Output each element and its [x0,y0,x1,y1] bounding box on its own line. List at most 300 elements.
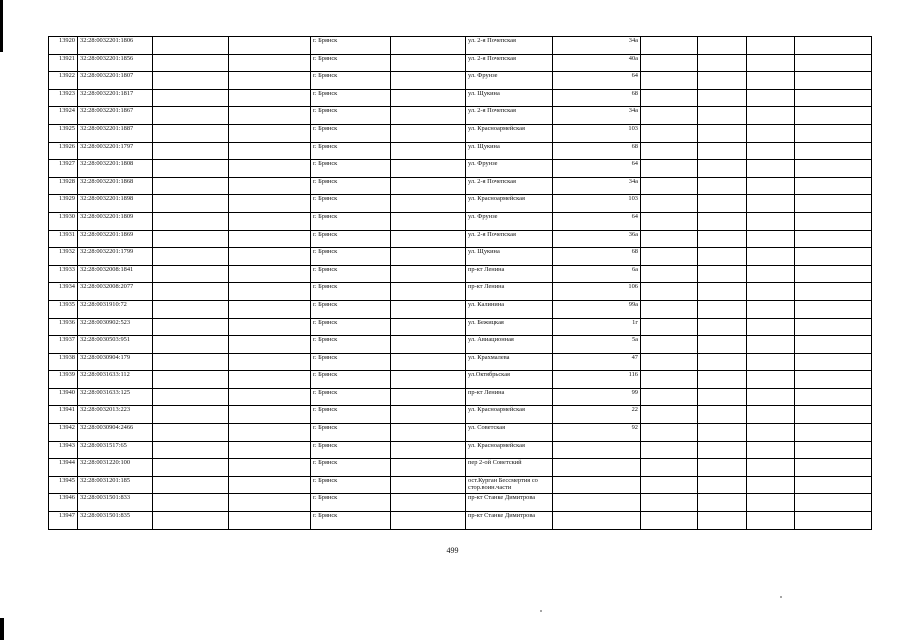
cell-house-number: 92 [553,424,641,442]
cell-empty [153,37,229,55]
cell-empty [153,72,229,90]
table-row [49,142,872,160]
cell-empty [391,300,466,318]
cell-cadastral-number: 32:28:0032201:1898 [78,195,153,213]
cell-empty [391,441,466,459]
cell-empty [747,230,795,248]
cell-empty [391,54,466,72]
cell-city: г. Брянск [311,336,391,354]
cell-empty [153,371,229,389]
cell-empty [698,37,747,55]
cell-empty [641,160,698,178]
cell-empty [391,283,466,301]
cell-house-number: 22 [553,406,641,424]
cell-empty [229,476,311,494]
cell-empty [698,72,747,90]
table-row [49,124,872,142]
cell-street: ул. 2-я Почепская [466,37,553,55]
cell-empty [229,248,311,266]
cell-empty [641,512,698,530]
cell-street: пер 2-ой Советский [466,459,553,477]
cell-cadastral-number: 32:28:0032201:1887 [78,124,153,142]
cell-empty [391,107,466,125]
cell-street: пр-кт Станке Димитрова [466,512,553,530]
table-row [49,459,872,477]
cell-empty [391,142,466,160]
table-row [49,107,872,125]
cell-empty [747,265,795,283]
cell-empty [229,89,311,107]
cell-street: ул. 2-я Почепская [466,107,553,125]
cell-empty [795,459,872,477]
cell-city: г. Брянск [311,124,391,142]
cell-empty [391,37,466,55]
cell-street: ул. 2-я Почепская [466,177,553,195]
cell-house-number: 106 [553,283,641,301]
cell-city: г. Брянск [311,160,391,178]
cell-cadastral-number: 32:28:0030902:523 [78,318,153,336]
cell-empty [795,124,872,142]
cell-house-number: 1г [553,318,641,336]
cell-empty [153,283,229,301]
cell-empty [641,142,698,160]
cell-empty [747,37,795,55]
cell-empty [153,318,229,336]
cell-empty [641,248,698,266]
cell-empty [229,72,311,90]
table-row [49,371,872,389]
cell-empty [641,89,698,107]
cell-street: ул. Калинина [466,300,553,318]
cell-empty [795,441,872,459]
cell-empty [698,476,747,494]
cell-empty [795,424,872,442]
cell-city: г. Брянск [311,265,391,283]
cell-house-number: 68 [553,248,641,266]
cell-row-number: 13922 [49,72,78,90]
cell-empty [795,336,872,354]
cell-street: ул. Красноармейская [466,124,553,142]
cell-empty [698,512,747,530]
cell-empty [795,512,872,530]
cell-empty [747,353,795,371]
cell-row-number: 13946 [49,494,78,512]
cell-cadastral-number: 32:28:0031633:112 [78,371,153,389]
cell-empty [641,72,698,90]
cell-city: г. Брянск [311,142,391,160]
cell-empty [747,300,795,318]
cell-empty [391,265,466,283]
cell-row-number: 13934 [49,283,78,301]
table-row [49,300,872,318]
cell-house-number: 34а [553,107,641,125]
cell-empty [795,160,872,178]
cell-cadastral-number: 32:28:0031220:100 [78,459,153,477]
cell-empty [747,89,795,107]
cell-empty [391,72,466,90]
cell-empty [153,212,229,230]
cell-city: г. Брянск [311,300,391,318]
cell-empty [698,459,747,477]
cell-empty [391,160,466,178]
cell-empty [747,388,795,406]
cell-empty [698,336,747,354]
cell-empty [229,424,311,442]
cell-house-number: 36а [553,230,641,248]
cell-empty [698,283,747,301]
cell-cadastral-number: 32:28:0031501:833 [78,494,153,512]
cell-empty [641,54,698,72]
cell-empty [747,124,795,142]
scan-speck [540,610,542,612]
cell-empty [153,89,229,107]
cell-house-number: 34а [553,177,641,195]
cell-city: г. Брянск [311,283,391,301]
cell-empty [229,336,311,354]
cell-cadastral-number: 32:28:0032201:1809 [78,212,153,230]
cell-empty [795,177,872,195]
cell-row-number: 13926 [49,142,78,160]
cell-empty [391,336,466,354]
cell-street: ул. Красноармейская [466,441,553,459]
cell-cadastral-number: 32:28:0030904:2466 [78,424,153,442]
cell-row-number: 13928 [49,177,78,195]
cell-empty [153,388,229,406]
cell-house-number [553,459,641,477]
cell-empty [153,177,229,195]
cell-empty [795,388,872,406]
cell-cadastral-number: 32:28:0030904:179 [78,353,153,371]
cell-empty [153,494,229,512]
cell-empty [795,371,872,389]
cell-street: ул. Крахмалева [466,353,553,371]
cell-empty [391,124,466,142]
cell-empty [153,160,229,178]
cell-cadastral-number: 32:28:0032201:1806 [78,37,153,55]
cell-empty [795,248,872,266]
cell-house-number: 116 [553,371,641,389]
cell-row-number: 13944 [49,459,78,477]
cell-house-number: 64 [553,212,641,230]
cell-empty [153,124,229,142]
cell-empty [391,230,466,248]
table-row [49,177,872,195]
binding-edge-mark-bottom [0,618,4,640]
cell-empty [391,388,466,406]
cell-empty [391,424,466,442]
cell-cadastral-number: 32:28:0031633:125 [78,388,153,406]
cell-empty [229,300,311,318]
cell-city: г. Брянск [311,195,391,213]
cell-cadastral-number: 32:28:0032201:1807 [78,72,153,90]
cell-empty [747,142,795,160]
cell-empty [153,195,229,213]
cell-empty [747,441,795,459]
cell-empty [641,441,698,459]
cell-empty [229,107,311,125]
cell-row-number: 13935 [49,300,78,318]
cell-row-number: 13945 [49,476,78,494]
cell-empty [391,177,466,195]
cell-empty [795,37,872,55]
cell-empty [795,265,872,283]
cell-house-number: 99а [553,300,641,318]
cell-street: ул. Щукина [466,142,553,160]
cell-empty [641,424,698,442]
cell-empty [698,124,747,142]
cell-empty [795,72,872,90]
cell-empty [795,212,872,230]
cell-empty [229,318,311,336]
cell-empty [153,265,229,283]
cell-cadastral-number: 32:28:0032201:1817 [78,89,153,107]
table-row [49,160,872,178]
cell-empty [229,54,311,72]
cell-empty [153,424,229,442]
cell-empty [795,318,872,336]
cell-house-number: 5а [553,336,641,354]
cell-row-number: 13925 [49,124,78,142]
cell-empty [747,318,795,336]
cell-empty [641,177,698,195]
table-row [49,54,872,72]
cell-city: г. Брянск [311,424,391,442]
cell-empty [229,124,311,142]
cell-empty [153,353,229,371]
cell-empty [391,89,466,107]
cell-empty [698,230,747,248]
cell-empty [698,441,747,459]
cell-empty [795,230,872,248]
cell-street: ул. Авиационная [466,336,553,354]
cell-empty [641,388,698,406]
cell-empty [698,265,747,283]
cell-empty [641,195,698,213]
cell-row-number: 13943 [49,441,78,459]
table-row [49,72,872,90]
cell-row-number: 13930 [49,212,78,230]
cell-empty [698,371,747,389]
cell-cadastral-number: 32:28:0031501:835 [78,512,153,530]
cell-city: г. Брянск [311,353,391,371]
cell-empty [795,476,872,494]
table-row [49,318,872,336]
cell-house-number: 34а [553,37,641,55]
cell-empty [641,265,698,283]
cell-street: ул. Фрунзе [466,212,553,230]
cell-house-number [553,476,641,494]
cell-empty [795,283,872,301]
cell-empty [698,248,747,266]
cell-empty [229,512,311,530]
cell-empty [747,494,795,512]
cell-city: г. Брянск [311,459,391,477]
cell-empty [229,212,311,230]
cell-street: ул. 2-я Почепская [466,54,553,72]
cell-row-number: 13940 [49,388,78,406]
cell-empty [391,512,466,530]
cell-cadastral-number: 32:28:0032008:1841 [78,265,153,283]
cell-house-number: 6а [553,265,641,283]
cell-empty [641,300,698,318]
cell-empty [641,318,698,336]
cell-empty [795,142,872,160]
cell-empty [153,476,229,494]
cell-empty [153,336,229,354]
cell-row-number: 13942 [49,424,78,442]
cell-empty [641,476,698,494]
binding-edge-mark [0,0,3,52]
cell-row-number: 13921 [49,54,78,72]
cell-empty [747,212,795,230]
cell-city: г. Брянск [311,177,391,195]
cell-empty [698,318,747,336]
cell-empty [229,371,311,389]
cell-cadastral-number: 32:28:0031517:65 [78,441,153,459]
cell-city: г. Брянск [311,212,391,230]
cell-empty [229,142,311,160]
cell-street: пр-кт Ленина [466,265,553,283]
cell-empty [641,37,698,55]
cell-street: ул. Фрунзе [466,160,553,178]
cell-empty [747,160,795,178]
cell-empty [747,54,795,72]
cell-row-number: 13923 [49,89,78,107]
cell-empty [229,265,311,283]
cell-house-number: 40а [553,54,641,72]
cell-row-number: 13927 [49,160,78,178]
cell-street: пр-кт Ленина [466,283,553,301]
cell-empty [641,406,698,424]
cell-empty [795,300,872,318]
table-row [49,476,872,494]
cell-empty [641,124,698,142]
cell-empty [153,248,229,266]
cell-empty [698,54,747,72]
cell-row-number: 13931 [49,230,78,248]
cell-empty [698,195,747,213]
cell-empty [747,336,795,354]
cell-empty [747,177,795,195]
cell-empty [153,459,229,477]
cell-house-number: 68 [553,142,641,160]
cell-city: г. Брянск [311,318,391,336]
cell-empty [698,424,747,442]
cell-cadastral-number: 32:28:0032201:1867 [78,107,153,125]
cell-cadastral-number: 32:28:0032201:1808 [78,160,153,178]
cell-empty [795,353,872,371]
cell-empty [641,371,698,389]
cell-empty [698,353,747,371]
cell-empty [747,107,795,125]
cell-street: ул. Красноармейская [466,406,553,424]
cell-empty [153,406,229,424]
cell-empty [747,283,795,301]
cell-empty [641,107,698,125]
cell-empty [698,494,747,512]
cell-city: г. Брянск [311,89,391,107]
cell-city: г. Брянск [311,248,391,266]
cell-empty [698,107,747,125]
cell-house-number: 103 [553,195,641,213]
cell-empty [747,512,795,530]
cell-row-number: 13924 [49,107,78,125]
table-row [49,406,872,424]
cell-empty [795,107,872,125]
cell-empty [153,300,229,318]
registry-table-body [49,37,872,530]
cell-empty [795,89,872,107]
cell-street: ост.Курган Бессмертия со стор.воин.части [466,476,553,494]
cell-row-number: 13939 [49,371,78,389]
cell-empty [229,353,311,371]
cell-cadastral-number: 32:28:0032201:1856 [78,54,153,72]
cell-street: ул. Красноармейская [466,195,553,213]
cell-street: ул. Бежицкая [466,318,553,336]
cell-street: ул. Советская [466,424,553,442]
table-row [49,230,872,248]
cell-city: г. Брянск [311,494,391,512]
cell-empty [229,441,311,459]
cell-empty [391,212,466,230]
cell-city: г. Брянск [311,512,391,530]
cell-empty [698,177,747,195]
cell-empty [229,283,311,301]
cell-row-number: 13941 [49,406,78,424]
cell-empty [747,195,795,213]
cell-house-number: 64 [553,72,641,90]
cell-row-number: 13933 [49,265,78,283]
cell-street: ул. Щукина [466,89,553,107]
cell-house-number: 99 [553,388,641,406]
cell-empty [229,177,311,195]
cell-row-number: 13920 [49,37,78,55]
cell-empty [747,459,795,477]
cell-street: ул. Щукина [466,248,553,266]
cell-street: ул.Октябрьская [466,371,553,389]
cell-empty [747,248,795,266]
cell-cadastral-number: 32:28:0032201:1868 [78,177,153,195]
cell-row-number: 13947 [49,512,78,530]
cell-empty [391,494,466,512]
table-row [49,265,872,283]
cell-empty [747,476,795,494]
cell-cadastral-number: 32:28:0032201:1869 [78,230,153,248]
cell-empty [698,388,747,406]
cell-house-number [553,494,641,512]
cell-empty [153,512,229,530]
cell-street: ул. 2-я Почепская [466,230,553,248]
cell-empty [698,142,747,160]
cell-empty [795,494,872,512]
cell-empty [747,371,795,389]
cell-street: ул. Фрунзе [466,72,553,90]
cell-row-number: 13929 [49,195,78,213]
cell-city: г. Брянск [311,371,391,389]
page-number: 499 [446,546,459,555]
cell-row-number: 13938 [49,353,78,371]
cell-empty [229,195,311,213]
cell-empty [795,54,872,72]
cell-empty [391,371,466,389]
table-row [49,336,872,354]
cell-empty [795,195,872,213]
cell-empty [698,160,747,178]
cell-empty [391,476,466,494]
table-row [49,441,872,459]
cell-city: г. Брянск [311,72,391,90]
cell-empty [229,37,311,55]
